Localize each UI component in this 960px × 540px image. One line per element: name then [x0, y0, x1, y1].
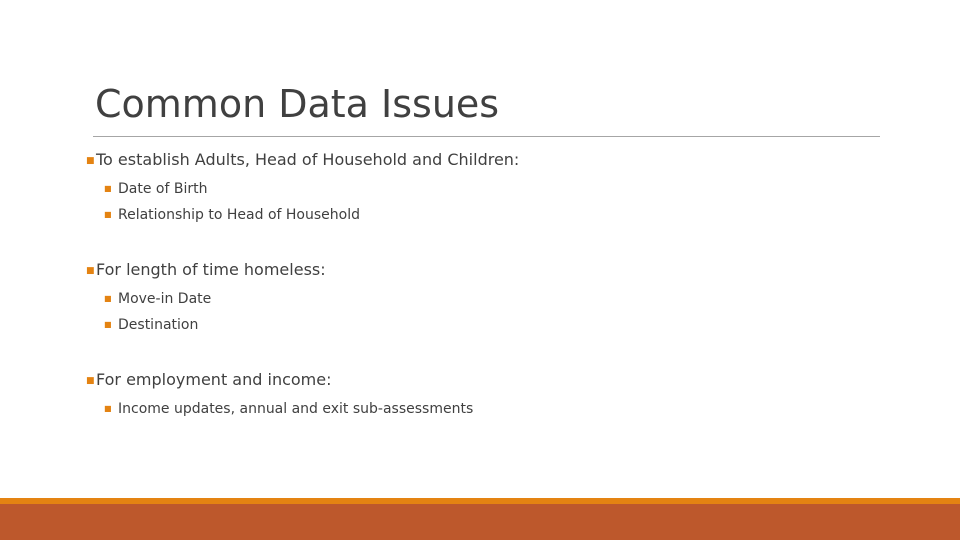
heading-text: For employment and income:	[96, 370, 332, 389]
sub-bullet-item	[104, 313, 886, 339]
bullet-heading	[86, 148, 886, 175]
square-bullet-icon: ■	[104, 210, 112, 219]
square-bullet-icon: ■	[104, 404, 112, 413]
heading-text: To establish Adults, Head of Household and Children:	[96, 150, 520, 169]
sub-bullet-item	[104, 177, 886, 203]
section-employment-income	[86, 368, 886, 423]
square-bullet-icon: ■	[86, 156, 95, 166]
slide-content	[86, 148, 886, 423]
footer-band	[0, 504, 960, 540]
title-divider	[93, 136, 880, 137]
square-bullet-icon: ■	[86, 376, 95, 386]
sub-bullet-text: Income updates, annual and exit sub-assessments	[118, 401, 474, 417]
sub-bullet-item	[104, 397, 886, 423]
sub-bullet-list	[86, 287, 886, 339]
bullet-heading	[86, 368, 886, 395]
sub-bullet-text: Move-in Date	[118, 291, 212, 307]
sub-bullet-list	[86, 397, 886, 423]
slide-title: Common Data Issues	[95, 82, 500, 126]
section-household	[86, 148, 886, 229]
square-bullet-icon: ■	[104, 184, 112, 193]
section-time-homeless	[86, 258, 886, 339]
sub-bullet-text: Destination	[118, 317, 199, 333]
sub-bullet-text: Relationship to Head of Household	[118, 207, 360, 223]
sub-bullet-item	[104, 287, 886, 313]
sub-bullet-list	[86, 177, 886, 229]
sub-bullet-item	[104, 203, 886, 229]
square-bullet-icon: ■	[104, 320, 112, 329]
square-bullet-icon: ■	[86, 266, 95, 276]
square-bullet-icon: ■	[104, 294, 112, 303]
sub-bullet-text: Date of Birth	[118, 181, 208, 197]
heading-text: For length of time homeless:	[96, 260, 326, 279]
bullet-heading	[86, 258, 886, 285]
